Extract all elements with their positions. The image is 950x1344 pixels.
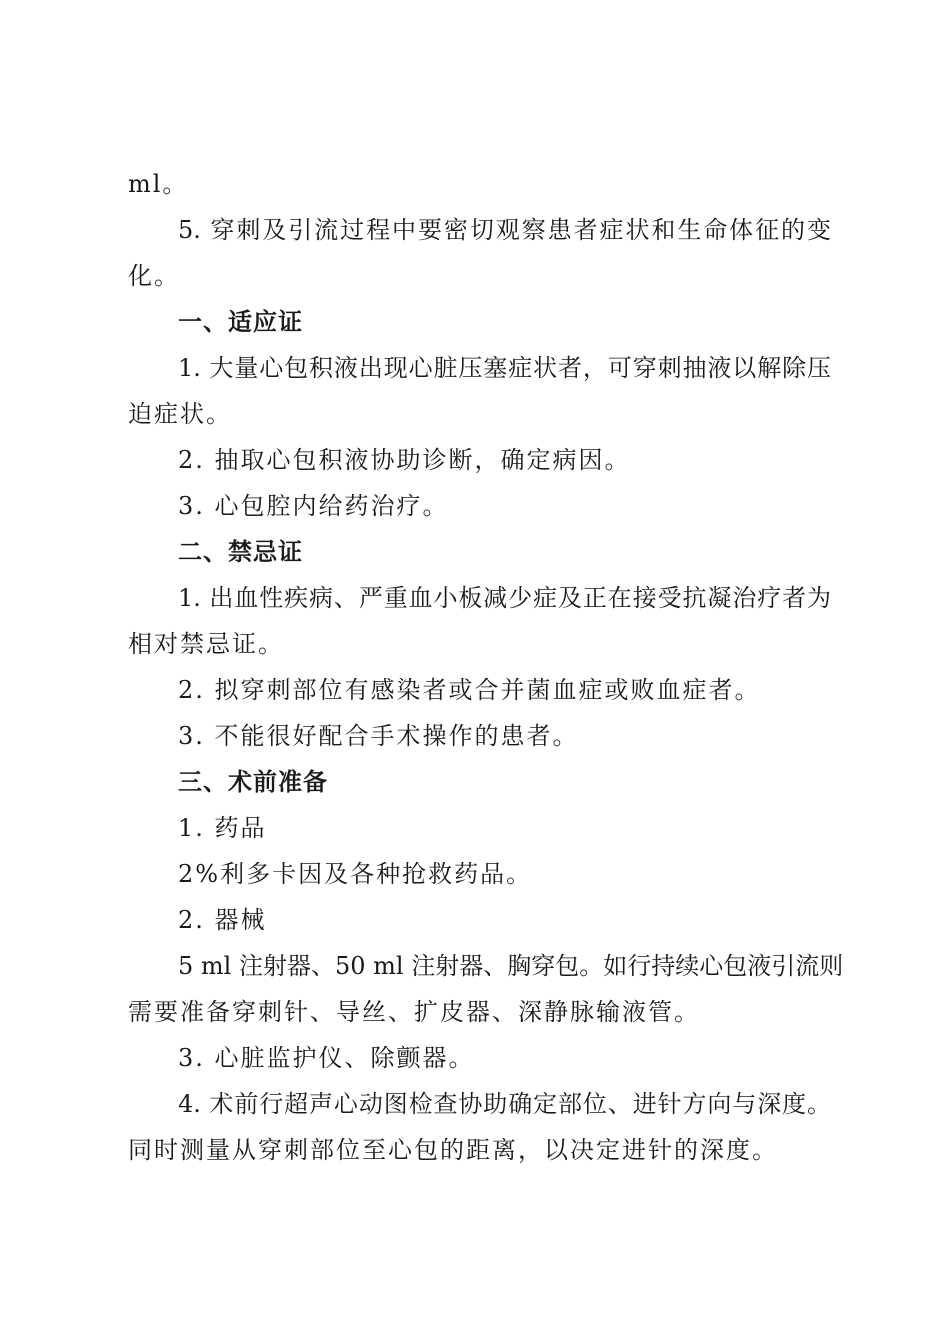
text-line-indication-1: 1. 大量心包积液出现心脏压塞症状者，可穿刺抽液以解除压 (178, 354, 831, 382)
text-line-contraindication-2: 2. 拟穿刺部位有感染者或合并菌血症或败血症者。 (178, 676, 761, 704)
section-heading-preparation: 三、术前准备 (178, 768, 328, 796)
text-line-indication-2: 2. 抽取心包积液协助诊断，确定病因。 (178, 446, 631, 474)
text-line-prep-4-cont: 同时测量从穿刺部位至心包的距离，以决定进针的深度。 (128, 1136, 778, 1164)
text-line-indication-1-cont: 迫症状。 (128, 400, 232, 428)
text-line-prep-1-detail: 2%利多卡因及各种抢救药品。 (178, 860, 533, 888)
text-line-prep-2-instruments: 2. 器械 (178, 906, 267, 934)
text-line-contraindication-3: 3. 不能很好配合手术操作的患者。 (178, 722, 579, 750)
text-line-item-5: 5. 穿刺及引流过程中要密切观察患者症状和生命体征的变 (178, 216, 831, 244)
text-line-prep-3: 3. 心脏监护仪、除颤器。 (178, 1044, 475, 1072)
text-line-prep-4: 4. 术前行超声心动图检查协助确定部位、进针方向与深度。 (178, 1090, 831, 1118)
text-line-item-5-cont: 化。 (128, 262, 180, 290)
text-line-contraindication-1-cont: 相对禁忌证。 (128, 630, 284, 658)
text-line-prep-1-drugs: 1. 药品 (178, 814, 267, 842)
text-line-prep-2-detail-cont: 需要准备穿刺针、导丝、扩皮器、深静脉输液管。 (128, 998, 700, 1026)
text-line-indication-3: 3. 心包腔内给药治疗。 (178, 492, 449, 520)
text-line-contraindication-1: 1. 出血性疾病、严重血小板减少症及正在接受抗凝治疗者为 (178, 584, 831, 612)
section-heading-indications: 一、适应证 (178, 308, 303, 336)
section-heading-contraindications: 二、禁忌证 (178, 538, 303, 566)
text-line-ml-continuation: ml。 (128, 170, 189, 198)
text-line-prep-2-detail: 5 ml 注射器、50 ml 注射器、胸穿包。如行持续心包液引流则 (178, 952, 844, 980)
